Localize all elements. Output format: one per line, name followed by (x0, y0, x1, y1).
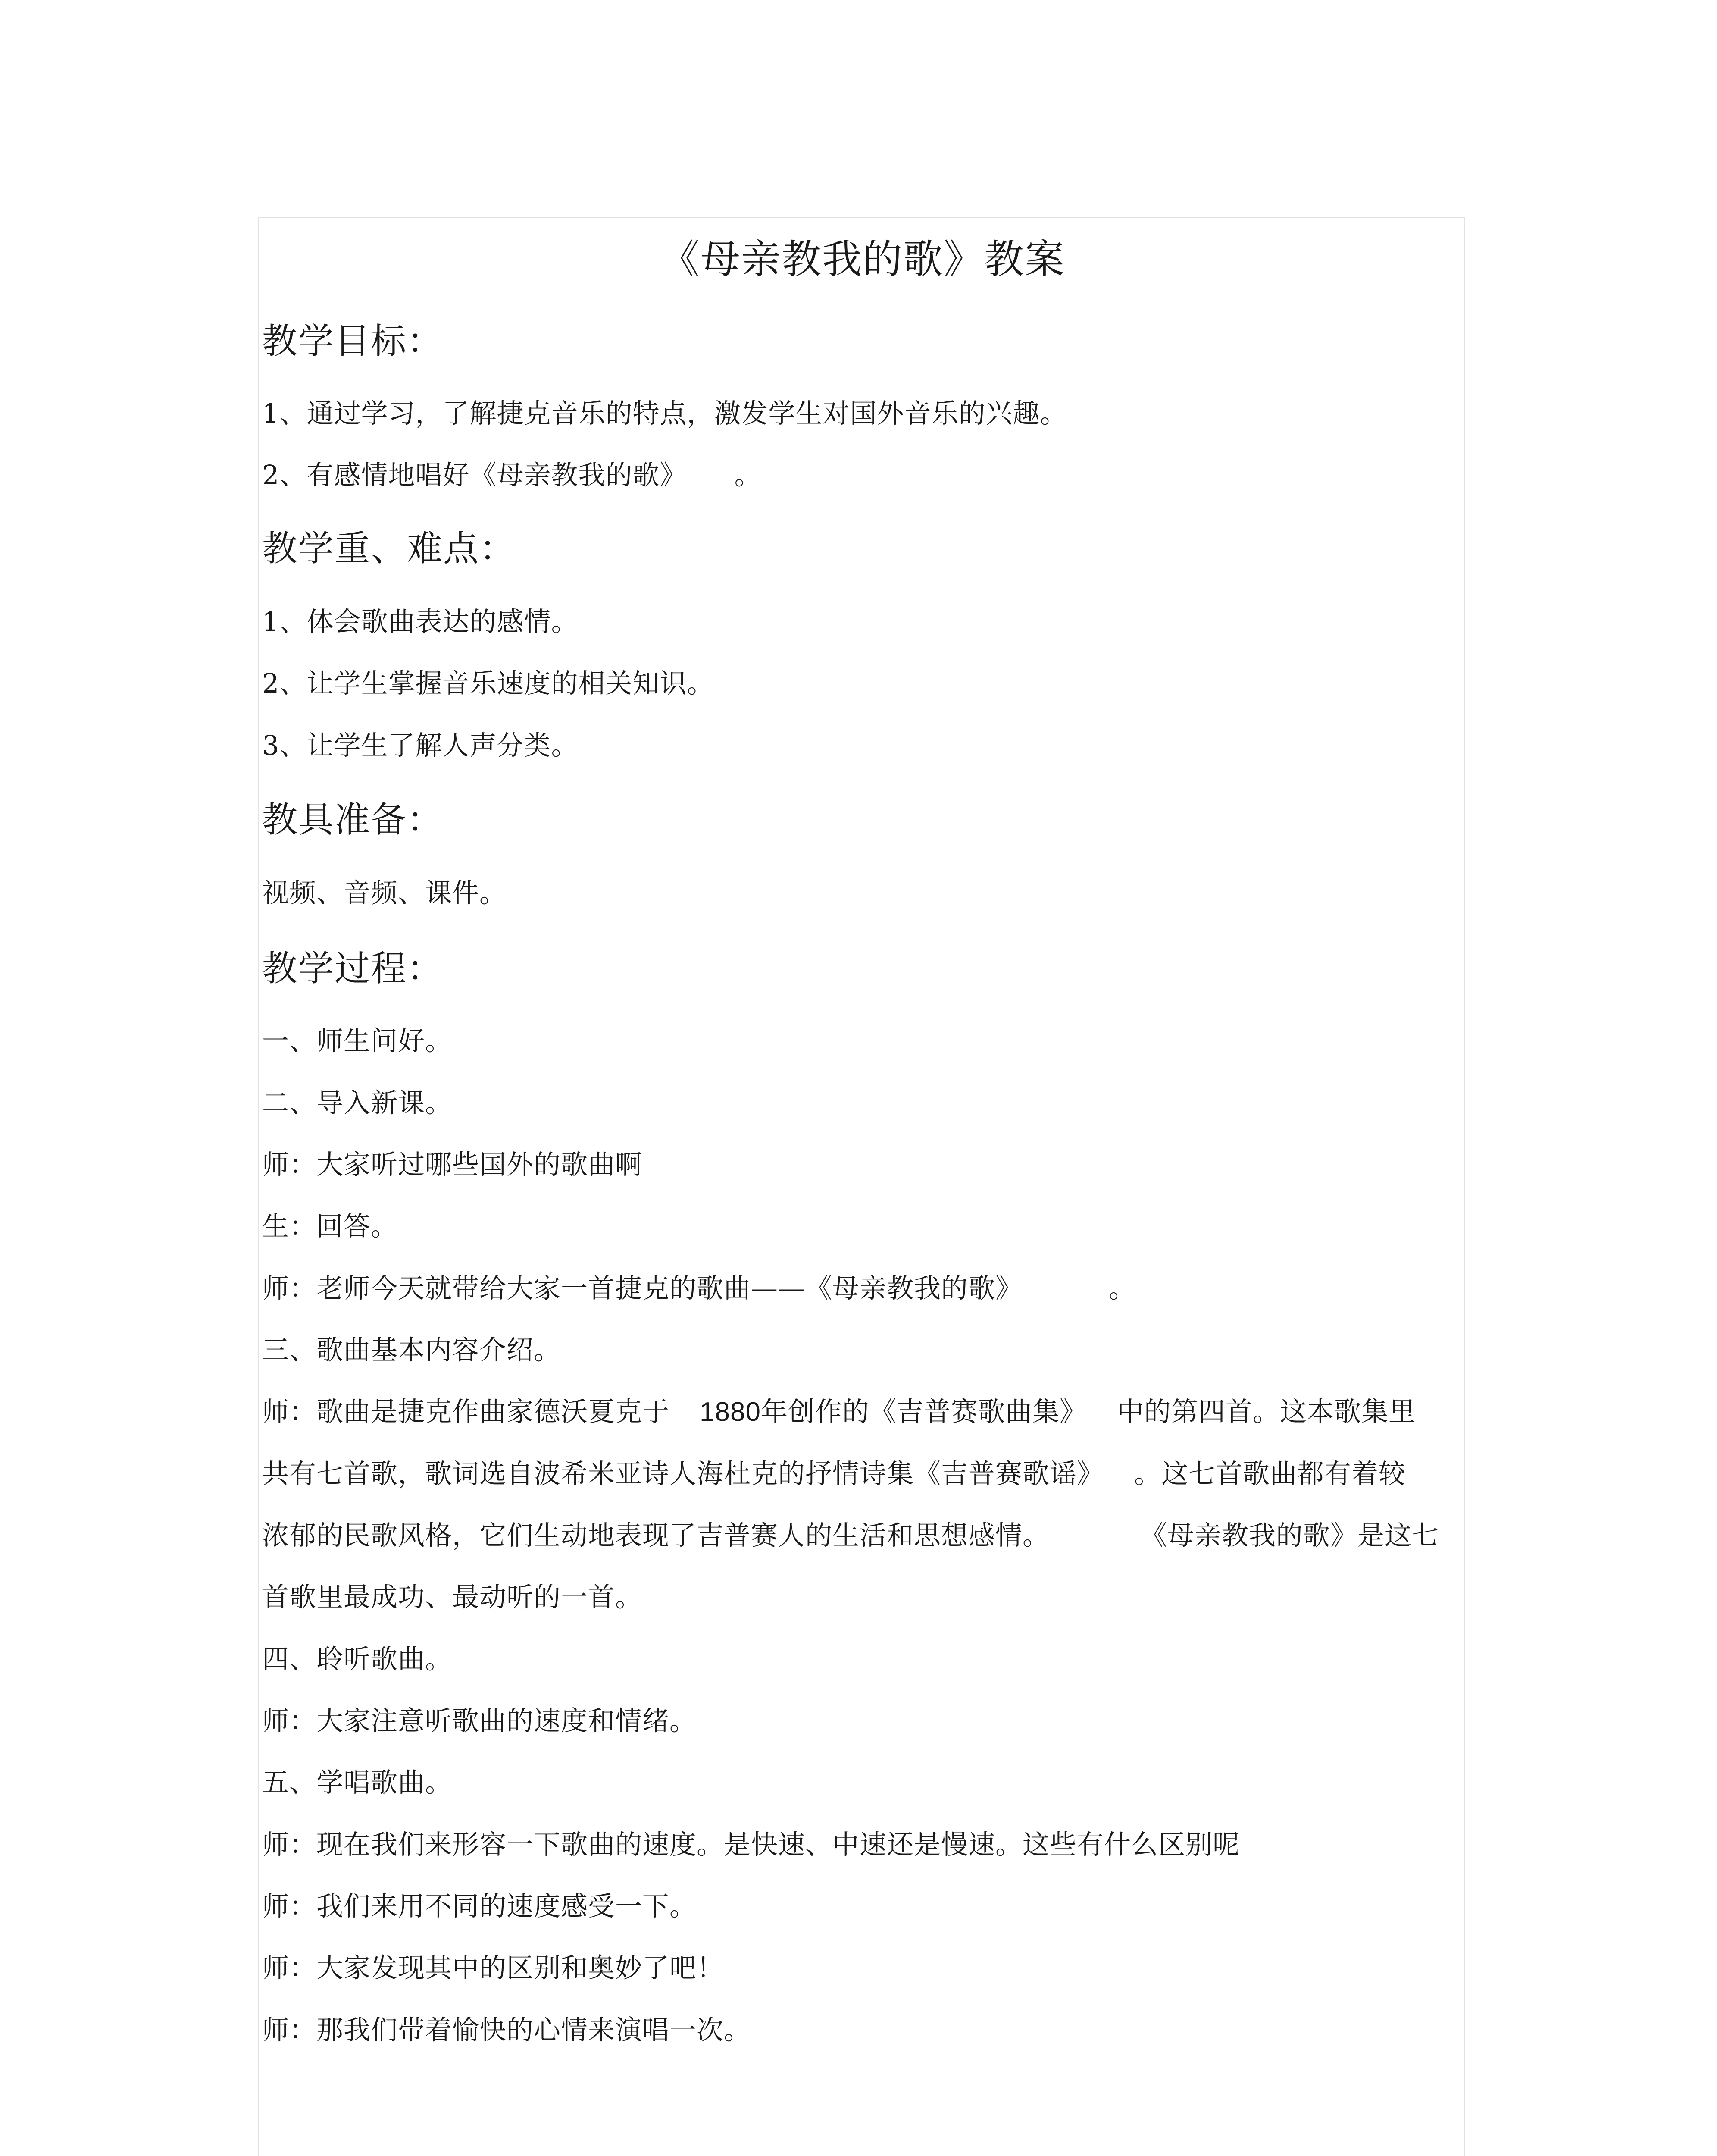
process-line-segment: 中的第四首。这本歌集里 (1117, 1396, 1416, 1427)
process-line: 四、聆听歌曲。 (262, 1643, 453, 1675)
objectives-heading: 教学目标： (262, 321, 444, 362)
key-point-item-1: 1、体会歌曲表达的感情。 (262, 606, 579, 637)
process-line: 师：大家发现其中的区别和奥妙了吧！ (262, 1952, 724, 1984)
process-line (262, 1460, 1406, 1487)
process-line-segment: 浓郁的民歌风格，它们生动地表现了吉普赛人的生活和思想感情。 (262, 1520, 1050, 1551)
process-line-segment: 师：歌曲是捷克作曲家德沃夏克于 (262, 1396, 670, 1427)
process-line-segment: 。这七首歌曲都有着较 (1134, 1458, 1406, 1489)
objective-item-2-period: 。 (734, 459, 762, 491)
year-number: 1880 (700, 1397, 761, 1427)
key-point-item-2: 2、让学生掌握音乐速度的相关知识。 (262, 667, 714, 699)
process-line-segment: 年创作的《吉普赛歌曲集》 (760, 1396, 1087, 1427)
process-line (262, 1272, 1136, 1304)
process-heading: 教学过程： (262, 948, 444, 989)
process-line: 师：那我们带着愉快的心情来演唱一次。 (262, 2014, 751, 2046)
process-line: 师：大家注意听歌曲的速度和情绪。 (262, 1705, 697, 1736)
process-line-text: 师：老师今天就带给大家一首捷克的歌曲——《母亲教我的歌》 (262, 1272, 1023, 1304)
document-page (258, 217, 1465, 2156)
process-line: 师：我们来用不同的速度感受一下。 (262, 1890, 697, 1922)
process-line: 三、歌曲基本内容介绍。 (262, 1334, 561, 1366)
objective-item-1: 1、通过学习，了解捷克音乐的特点，激发学生对国外音乐的兴趣。 (262, 398, 1067, 429)
process-line (262, 1398, 1416, 1426)
process-line: 师：现在我们来形容一下歌曲的速度。是快速、中速还是慢速。这些有什么区别呢 (262, 1829, 1240, 1860)
process-line: 师：大家听过哪些国外的歌曲啊 (262, 1149, 643, 1180)
process-line (262, 1522, 1439, 1549)
process-line: 首歌里最成功、最动听的一首。 (262, 1581, 643, 1613)
process-line-period: 。 (1109, 1272, 1136, 1304)
objective-item-2-text: 2、有感情地唱好《母亲教我的歌》 (262, 459, 687, 491)
process-line-segment: 共有七首歌，歌词选自波希米亚诗人海杜克的抒情诗集《吉普赛歌谣》 (262, 1458, 1104, 1489)
materials-heading: 教具准备： (262, 799, 444, 840)
process-line-segment: 《母亲教我的歌》是这七 (1140, 1520, 1439, 1551)
materials-text: 视频、音频、课件。 (262, 877, 507, 909)
process-line: 生：回答。 (262, 1210, 398, 1242)
process-line: 五、学唱歌曲。 (262, 1767, 453, 1798)
process-line: 二、导入新课。 (262, 1087, 453, 1119)
document-title: 《母亲教我的歌》教案 (660, 236, 1065, 282)
key-point-item-3: 3、让学生了解人声分类。 (262, 730, 579, 761)
objective-item-2 (262, 459, 762, 491)
process-line: 一、师生问好。 (262, 1025, 453, 1056)
key-points-heading: 教学重、难点： (262, 528, 516, 569)
